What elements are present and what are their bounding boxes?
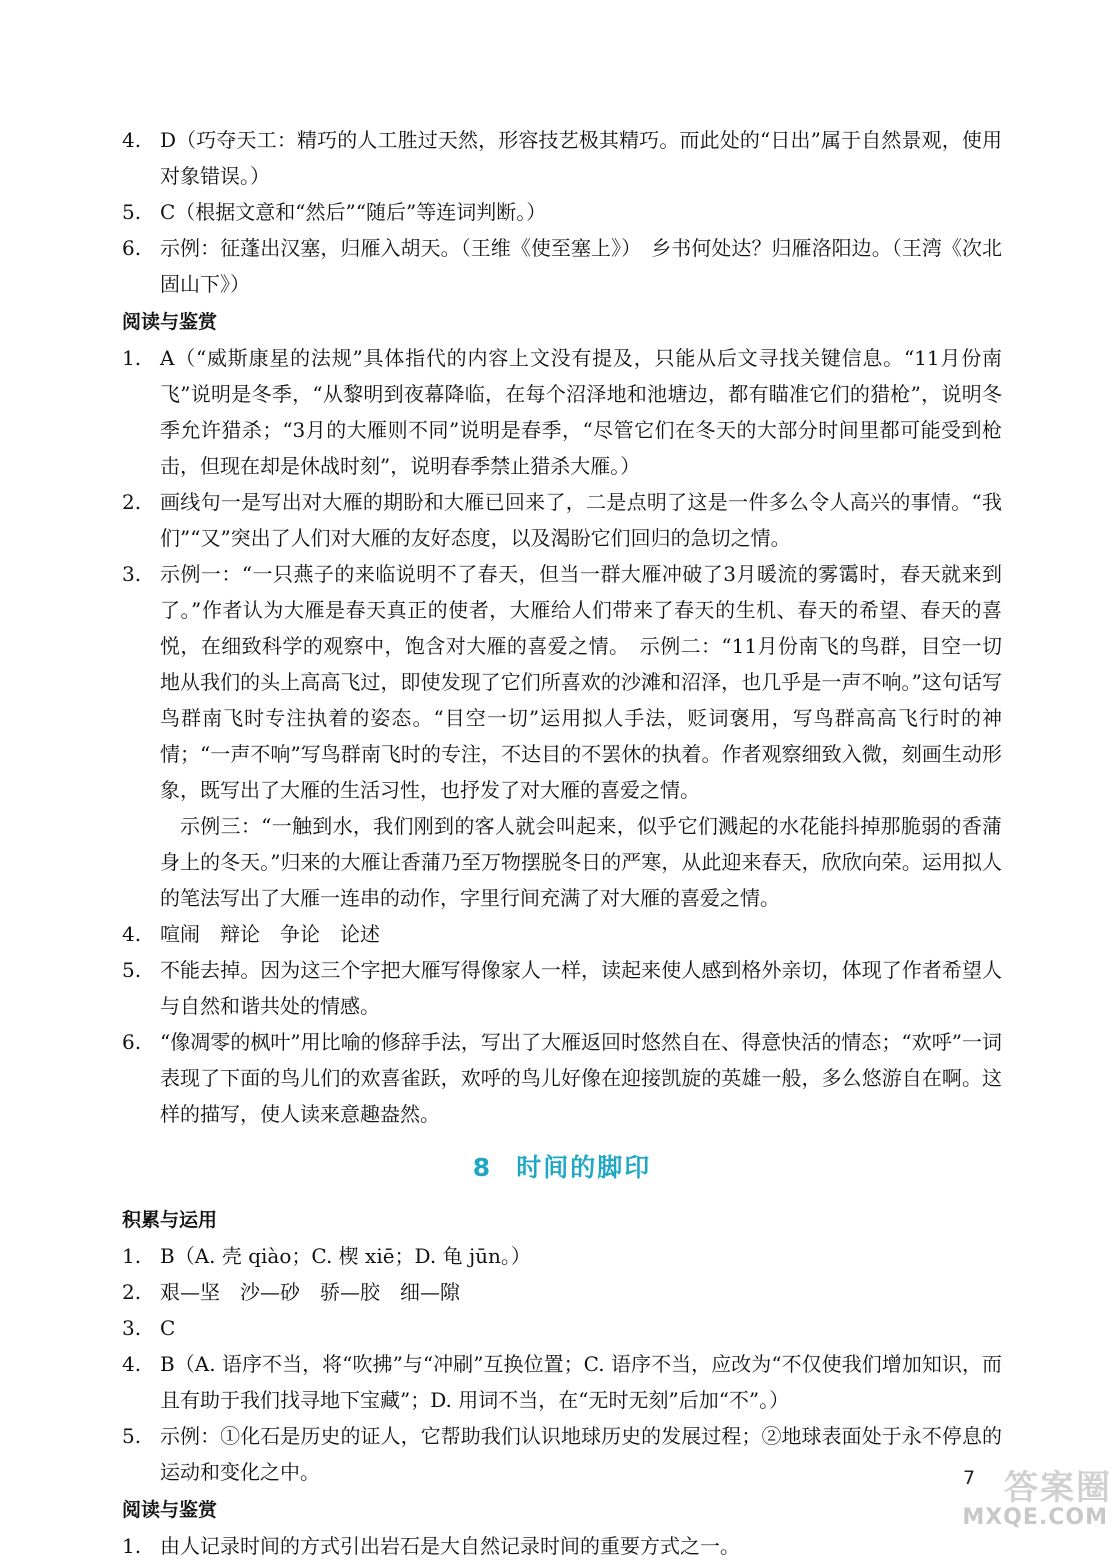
item-text: 由人记录时间的方式引出岩石是大自然记录时间的重要方式之一。: [160, 1534, 740, 1558]
answer-item: [122, 194, 1002, 230]
answer-item: [122, 1310, 1002, 1346]
section-heading: 阅读与鉴赏: [122, 1499, 218, 1521]
item-text: 艰—坚 沙—砂 骄—胶 细—隙: [160, 1280, 460, 1304]
item-text: 示例一：“一只燕子的来临说明不了春天，但当一群大雁冲破了3月暖流的雾霭时，春天就来到了。”作者认为大雁是春天真正的使者，大雁给人们带来了春天的生机、春天的希望、春天的喜悦，在细致科学的观察中，饱含对大雁的喜爱之情。 示例二：“11月份南飞的鸟群，目空一切地从我们的头上高高飞过，即使发现了它们所喜欢的沙滩和沼泽，也几乎是一声不响。”这句话写鸟群南飞时专注执着的姿态。“目空一切”运用拟人手法，贬词褒用，写鸟群高高飞行时的神情；“一声不响”写鸟群南飞时的专注，不达目的不罢休的执着。作者观察细致入微，刻画生动形象，既写出了大雁的生活习性，也抒发了对大雁的喜爱之情。: [160, 562, 1002, 802]
item-number: 1.: [122, 1244, 142, 1268]
item-number: 4.: [122, 1352, 142, 1376]
chapter-number: 8: [472, 1153, 493, 1182]
chapter-title: [122, 1146, 1002, 1190]
item-text: 喧闹 辩论 争论 论述: [160, 922, 380, 946]
continuation-paragraph: 示例三：“一触到水，我们刚到的客人就会叫起来，似乎它们溅起的水花能抖掉那脆弱的香蒲身上的冬天。”归来的大雁让香蒲乃至万物摆脱冬日的严寒，从此迎来春天，欣欣向荣。运用拟人的笔法写出了大雁一连串的动作，字里行间充满了对大雁的喜爱之情。: [160, 814, 1002, 910]
watermark-logo: [952, 1460, 1112, 1530]
answer-item: [122, 1528, 1002, 1564]
item-number: 1.: [122, 346, 142, 370]
item-text: B（A. 壳 qiào；C. 楔 xiē；D. 龟 jūn。）: [160, 1244, 531, 1268]
answer-item: [122, 556, 1002, 808]
item-text: “像凋零的枫叶”用比喻的修辞手法，写出了大雁返回时悠然自在、得意快活的情态；“欢呼”一词表现了下面的鸟儿们的欢喜雀跃，欢呼的鸟儿好像在迎接凯旋的英雄一般，多么悠游自在啊。这样的描写，使人读来意趣盎然。: [160, 1030, 1002, 1126]
answer-item: [122, 1274, 1002, 1310]
section-heading: 积累与运用: [122, 1209, 218, 1231]
item-text: C: [160, 1316, 176, 1340]
item-number: 4.: [122, 128, 142, 152]
item-number: 2.: [122, 1280, 142, 1304]
page-number: 7: [963, 1467, 976, 1489]
item-text: D（巧夺天工：精巧的人工胜过天然，形容技艺极其精巧。而此处的“日出”属于自然景观，使用对象错误。）: [160, 128, 1002, 188]
chapter-name: 时间的脚印: [516, 1153, 652, 1182]
answer-item: [122, 916, 1002, 952]
answer-item: [122, 1024, 1002, 1132]
item-number: 2.: [122, 490, 142, 514]
answer-item: [122, 1418, 1002, 1490]
watermark-url: MXQE.COM: [962, 1505, 1108, 1530]
answer-item: [122, 484, 1002, 556]
item-number: 5.: [122, 200, 142, 224]
item-text: 画线句一是写出对大雁的期盼和大雁已回来了，二是点明了这是一件多么令人高兴的事情。“我们”“又”突出了人们对大雁的友好态度，以及渴盼它们回归的急切之情。: [160, 490, 1002, 550]
answer-item: [122, 952, 1002, 1024]
answer-item: [122, 122, 1002, 194]
answer-item: [122, 340, 1002, 484]
item-number: 5.: [122, 1424, 142, 1448]
item-text: 示例：征蓬出汉塞，归雁入胡天。（王维《使至塞上》） 乡书何处达？归雁洛阳边。（王湾《次北固山下》）: [160, 236, 1002, 296]
item-number: 3.: [122, 562, 142, 586]
item-number: 6.: [122, 1030, 142, 1054]
item-text: 示例：①化石是历史的证人，它帮助我们认识地球历史的发展过程；②地球表面处于永不停息的运动和变化之中。: [160, 1424, 1002, 1484]
item-text: 不能去掉。因为这三个字把大雁写得像家人一样，读起来使人感到格外亲切，体现了作者希望人与自然和谐共处的情感。: [160, 958, 1002, 1018]
item-number: 6.: [122, 236, 142, 260]
content: [122, 122, 1002, 1564]
item-number: 1.: [122, 1534, 142, 1558]
item-number: 5.: [122, 958, 142, 982]
answer-item: [122, 1238, 1002, 1274]
answer-item: [122, 1346, 1002, 1418]
item-text: C（根据文意和“然后”“随后”等连词判断。）: [160, 200, 547, 224]
item-text: B（A. 语序不当，将“吹拂”与“冲刷”互换位置；C. 语序不当，应改为“不仅使我们增加知识，而且有助于我们找寻地下宝藏”；D. 用词不当，在“无时无刻”后加“不”。）: [160, 1352, 1002, 1412]
watermark-text: 答案圈: [1004, 1468, 1112, 1508]
item-text: A（“威斯康星的法规”具体指代的内容上文没有提及，只能从后文寻找关键信息。“11月份南飞”说明是冬季，“从黎明到夜幕降临，在每个沼泽地和池塘边，都有瞄准它们的猎枪”，说明冬季允许猎杀；“3月的大雁则不同”说明是春季，“尽管它们在冬天的大部分时间里都可能受到枪击，但现在却是休战时刻”，说明春季禁止猎杀大雁。）: [160, 346, 1002, 478]
section-heading: 阅读与鉴赏: [122, 311, 218, 333]
answer-item: [122, 230, 1002, 302]
item-number: 4.: [122, 922, 142, 946]
item-number: 3.: [122, 1316, 142, 1340]
